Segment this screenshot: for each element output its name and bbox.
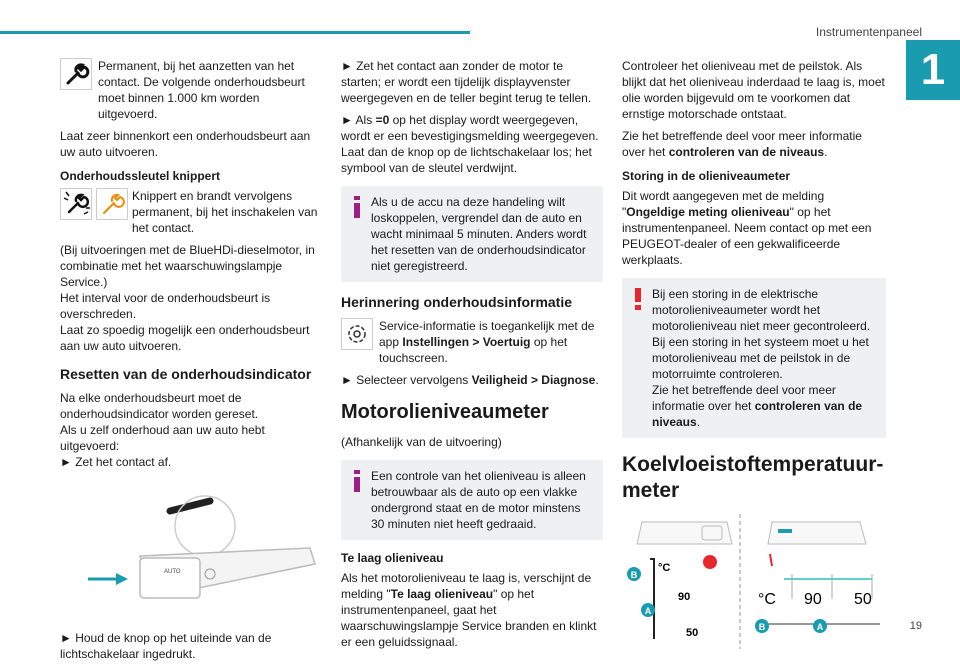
text-low-oil-b: Te laag olieniveau (390, 587, 494, 601)
page-number: 19 (909, 620, 922, 632)
text-step-zero (341, 112, 603, 176)
coolant-gauge-illustration (622, 514, 886, 654)
column-2 (341, 58, 603, 656)
right-unit-label: °C (758, 591, 776, 608)
info-icon (351, 196, 363, 218)
svg-text:AUTO: AUTO (164, 569, 181, 575)
text-step-ignition-off: ► Zet het contact af. (60, 455, 172, 469)
text-service-info-a: Service-informatie is toegankelijk met de app (379, 319, 595, 349)
text-check-dipstick: Controleer het olieniveau met de peilstok. Als blijkt dat het olieniveau inderdaad te laag is, moet olie worden bijgevuld om te voorkomen dat ernstige motorschade ontstaat. (622, 59, 885, 121)
wrench-blinking-icon (60, 188, 92, 220)
callout-b-left: B (630, 570, 638, 580)
info-icon (351, 470, 363, 492)
text-self-service: Als u zelf onderhoud aan uw auto hebt uitgevoerd: (60, 423, 265, 453)
text-warning-c1: Zie het betreffende deel voor meer informatie over het (652, 383, 836, 413)
text-select-b: Veiligheid > Diagnose (471, 373, 596, 387)
right-90-label: 90 (804, 591, 822, 608)
text-step-zero-a: ► Als (341, 113, 376, 127)
gear-icon (341, 318, 373, 350)
text-select-c: . (595, 373, 599, 387)
text-bluehdi-note: (Bij uitvoeringen met de BlueHDi-dieselmotor, in combinatie met het waarschuwingslampje Service.) (60, 243, 315, 289)
heading-service-blink: Onderhoudssleutel knippert (60, 169, 221, 183)
heading-oil-level: Motorolieniveaumeter (341, 401, 549, 423)
text-low-oil (341, 570, 603, 650)
service-blink-block (60, 188, 322, 236)
callout-b-right: B (758, 622, 766, 632)
text-oil-check-note: Een controle van het olieniveau is alleen betrouwbaar als de auto op een vlakke ondergrond staat en de motor minstens 30 minuten niet heeft gedraaid. (371, 469, 586, 531)
text-low-oil-c: " op het instrumentenpaneel, gaat het waarschuwingslampje Service branden en klinkt er een geluidssignaal. (341, 587, 597, 649)
wrench-orange-icon (96, 188, 128, 220)
text-step-hold-button: ► Houd de knop op het uiteinde van de lichtschakelaar ingedrukt. (60, 631, 272, 661)
heading-coolant-temp: Koelvloeistoftemperatuur-meter (622, 453, 884, 502)
text-warning-b: Bij een storing in het systeem moet u het motorolieniveau met de peilstok in de motorruimte controleren. (652, 335, 869, 381)
text-step-zero-c: op het display wordt weergegeven, wordt er een bevestigingsmelding weergegeven. Laat dan de knop op de lichtschakelaar los; het symbool van de sleutel verdwijnt. (341, 113, 599, 175)
service-info-block (341, 318, 603, 366)
text-service-info-b: Instellingen > Voertuig (402, 335, 531, 349)
text-battery-note: Als u de accu na deze handeling wilt loskoppelen, vergrendel dan de auto en wacht minimaal 5 minuten. Anders wordt het resetten van de onderhoudsindicator niet geregistreerd. (371, 195, 587, 273)
warning-note-oil-gauge (622, 278, 886, 438)
warning-light-dot (703, 555, 717, 569)
heading-low-oil: Te laag olieniveau (341, 551, 444, 565)
service-permanent-block (60, 58, 322, 122)
text-see-levels-c: . (824, 145, 828, 159)
heading-oil-gauge-fault: Storing in de olieniveaumeter (622, 169, 791, 183)
text-step-zero-b: =0 (375, 113, 390, 127)
callout-a-left: A (644, 606, 652, 616)
info-note-battery (341, 186, 603, 282)
left-90-label: 90 (678, 591, 691, 603)
text-select-diagnose (341, 372, 603, 388)
text-fault-c: " op het instrumentenpaneel. Neem contact op met een PEUGEOT-dealer of een gekwalificeerde werkplaats. (622, 205, 872, 267)
warning-icon (632, 288, 644, 310)
text-see-levels-a: Zie het betreffende deel voor meer informatie over het (622, 129, 862, 159)
header-accent-bar (0, 31, 470, 34)
wrench-icon (60, 58, 92, 90)
text-fault-a: Dit wordt aangegeven met de melding " (622, 189, 825, 219)
heading-service-reminder: Herinnering onderhoudsinformatie (341, 294, 573, 310)
text-interval-exceeded: Het interval voor de onderhoudsbeurt is overschreden. (60, 291, 271, 321)
text-service-soon: Laat zeer binnenkort een onderhoudsbeurt aan uw auto uitvoeren. (60, 129, 311, 159)
text-service-blink: Knippert en brandt vervolgens permanent, bij het inschakelen van het contact. (132, 189, 318, 235)
info-note-oil-check (341, 460, 603, 540)
text-warning-c2: controleren van de niveaus (652, 399, 863, 429)
text-service-permanent: Permanent, bij het aanzetten van het contact. De volgende onderhoudsbeurt moet binnen 1.000 km worden uitgevoerd. (98, 59, 305, 121)
right-50-label: 50 (854, 591, 872, 608)
heading-reset-indicator: Resetten van de onderhoudsindicator (60, 366, 312, 382)
text-depending-version: (Afhankelijk van de uitvoering) (341, 435, 502, 449)
text-see-levels (622, 128, 886, 160)
text-warning-c3: . (696, 415, 701, 429)
text-low-oil-a: Als het motorolieniveau te laag is, verschijnt de melding " (341, 571, 592, 601)
left-50-label: 50 (686, 627, 699, 639)
chapter-number: 1 (906, 40, 960, 100)
column-3 (622, 58, 886, 658)
light-switch-illustration (60, 486, 322, 616)
callout-a-right: A (816, 622, 824, 632)
text-select-a: ► Selecteer vervolgens (341, 373, 472, 387)
text-service-asap: Laat zo spoedig mogelijk een onderhoudsbeurt aan uw auto uitvoeren. (60, 323, 310, 353)
text-service-info-c: op het touchscreen. (379, 335, 568, 365)
text-warning-a: Bij een storing in de elektrische motorolieniveaumeter wordt het motorolieniveau niet meer gecontroleerd. (652, 287, 871, 333)
text-warning-c (652, 382, 878, 430)
text-oil-gauge-fault (622, 188, 886, 268)
left-unit-label: °C (658, 562, 671, 574)
text-step-ignition-on: ► Zet het contact aan zonder de motor te starten; er wordt een tijdelijk displayvenster weergegeven en de teller begint terug te tellen. (341, 59, 592, 105)
text-fault-b: Ongeldige meting olieniveau (626, 205, 790, 219)
page-header-title: Instrumentenpaneel (815, 25, 922, 39)
text-reset-after-service: Na elke onderhoudsbeurt moet de onderhoudsindicator worden gereset. (60, 391, 259, 421)
text-see-levels-b: controleren van de niveaus (668, 145, 825, 159)
text-service-info (379, 318, 603, 366)
column-1 (60, 58, 322, 668)
